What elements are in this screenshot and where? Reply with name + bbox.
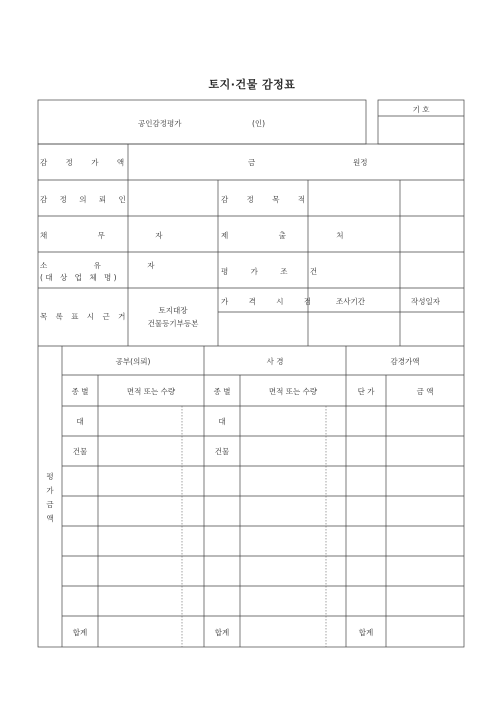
eval-side-label-4: 액 <box>46 514 54 523</box>
submit-to-label: 제 출 처 <box>221 231 368 240</box>
price-date-label: 가 격 시 점 <box>221 297 321 306</box>
amount-gold-label: 금 <box>248 158 256 167</box>
owner-label-line1: 소 유 자 <box>40 261 177 270</box>
write-date-label: 작성일자 <box>411 297 440 306</box>
row-building-type-2: 건물 <box>214 447 230 456</box>
eval-side-label-3: 금 <box>46 500 54 509</box>
eval-side-label-1: 평 <box>46 472 54 481</box>
owner-label-line2: (대 상 업 체 명) <box>40 273 120 282</box>
subheader-area-2: 면적 또는 수량 <box>268 387 318 396</box>
subheader-amount: 금 액 <box>416 387 434 396</box>
code-label: 기 호 <box>412 105 430 114</box>
row-land-type-1: 대 <box>76 417 84 426</box>
debtor-label: 채 무 자 <box>40 231 187 240</box>
subheader-type-1: 종 별 <box>71 387 89 396</box>
ledger-label-line1: 토지대장 <box>158 306 188 315</box>
total-label-1: 합계 <box>72 628 88 637</box>
appraisal-amount-label: 감 정 가 액 <box>40 158 133 167</box>
page-title: 토지·건물 감정표 <box>208 78 296 91</box>
group-header-appraised: 감경가액 <box>390 357 420 366</box>
total-label-2: 합계 <box>214 628 230 637</box>
subheader-unit-price: 단 가 <box>357 387 375 396</box>
seal-label: (인) <box>252 119 266 128</box>
row-building-type-1: 건물 <box>72 447 88 456</box>
eval-condition-label: 평 가 조 건 <box>221 267 328 276</box>
row-land-type-2: 대 <box>218 417 226 426</box>
appraiser-label: 공인감정평가 <box>138 119 182 128</box>
total-label-3: 합계 <box>358 628 374 637</box>
check-basis-label: 목 록 표 시 근 거 <box>40 312 129 321</box>
ledger-label-line2: 건물등기부등본 <box>147 319 199 328</box>
subheader-area-1: 면적 또는 수량 <box>126 387 176 396</box>
requester-label: 감 정 의 뢰 인 <box>40 195 131 204</box>
group-header-registry: 공부(의뢰) <box>115 357 151 366</box>
survey-period-label: 조사기간 <box>336 297 365 306</box>
group-header-survey: 사 경 <box>266 357 284 366</box>
amount-won-label: 원정 <box>353 158 368 167</box>
purpose-label: 감 정 목 적 <box>221 195 314 204</box>
eval-side-label-2: 가 <box>46 486 54 495</box>
subheader-type-2: 종 별 <box>213 387 231 396</box>
